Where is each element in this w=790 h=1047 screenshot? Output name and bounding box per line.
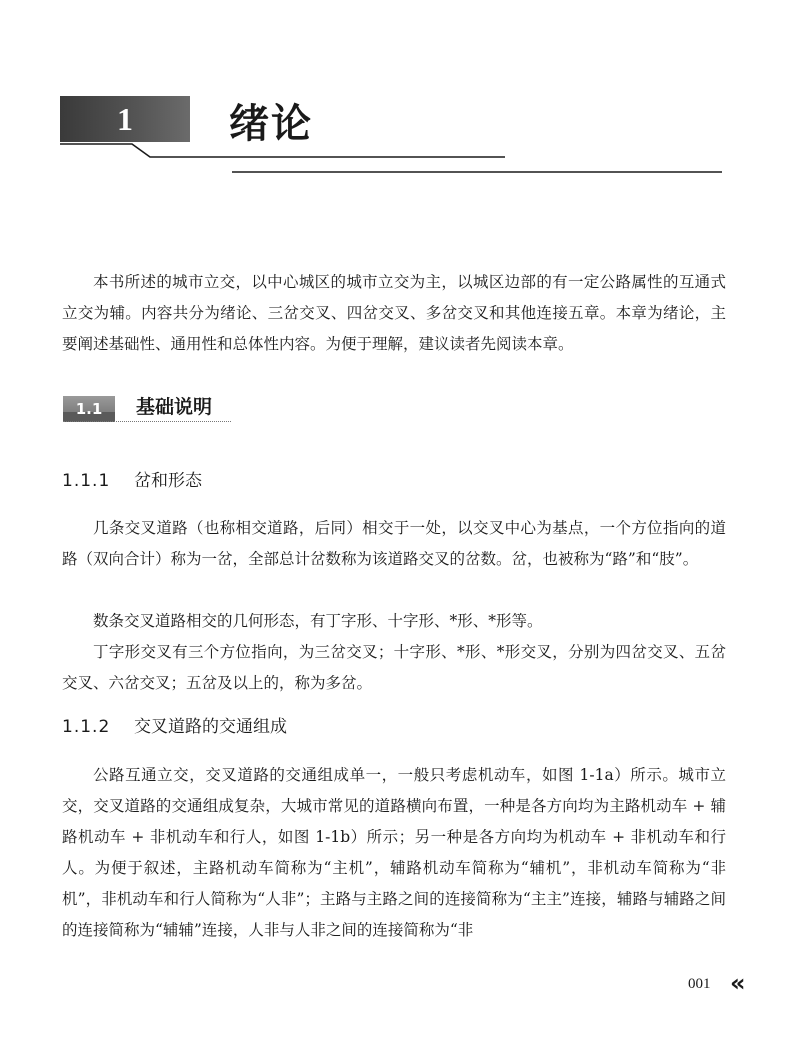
paragraph-1-1-1-a: 几条交叉道路（也称相交道路，后同）相交于一处，以交叉中心为基点，一个方位指向的道路（双向合计）称为一岔，全部总计岔数称为该道路交叉的岔数。岔，也被称为“路”和“肢”。 (62, 519, 726, 568)
chapter-header-rules (0, 0, 790, 200)
page-number: 001 (688, 976, 711, 992)
subsection-title: 交叉道路的交通组成 (134, 717, 287, 737)
subsection-heading-1-1-1 (62, 467, 202, 495)
subsection-number: 1.1.2 (62, 717, 111, 737)
subsection-heading-1-1-2 (62, 713, 287, 741)
subsection-number: 1.1.1 (62, 471, 111, 491)
section-divider (63, 421, 231, 422)
intro-paragraph: 本书所述的城市立交，以中心城区的城市立交为主，以城区边部的有一定公路属性的互通式立交为辅。内容共分为绪论、三岔交叉、四岔交叉、多岔交叉和其他连接五章。本章为绪论，主要阐述基础性、通用性和总体性内容。为便于理解，建议读者先阅读本章。 (62, 273, 726, 353)
paragraph-1-1-1-c: 丁字形交叉有三个方位指向，为三岔交叉；十字形、*形、*形交叉，分别为四岔交叉、五岔交叉、六岔交叉；五岔及以上的，称为多岔。 (62, 643, 726, 692)
paragraph-1-1-1-b: 数条交叉道路相交的几何形态，有丁字形、十字形、*形、*形等。 (93, 612, 543, 630)
chapter-rule-upper (60, 144, 505, 157)
section-number: 1.1 (75, 400, 103, 418)
paragraph-1-1-2-a: 公路互通立交，交叉道路的交通组成单一，一般只考虑机动车，如图 1-1a）所示。城市立交，交叉道路的交通组成复杂，大城市常见的道路横向布置，一种是各方向均为主路机动车 + 辅路机动车 + 非机动车和行人，如图 1-1b）所示；另一种是各方向均为机动车 + 非机动车和行人。为便于叙述，主路机动车简称为“主机”，辅路机动车简称为“辅机”，非机动车简称为“非机”，非机动车和行人简称为“人非”；主路与主路之间的连接简称为“主主”连接，辅路与辅路之间的连接简称为“辅辅”连接，人非与人非之间的连接简称为“非 (62, 766, 726, 939)
chapter-title: 绪论 (229, 101, 313, 147)
subsection-title: 岔和形态 (134, 471, 202, 491)
page-arrow-icon: « (730, 969, 746, 997)
section-title: 基础说明 (136, 396, 213, 418)
chapter-number: 1 (117, 101, 133, 137)
